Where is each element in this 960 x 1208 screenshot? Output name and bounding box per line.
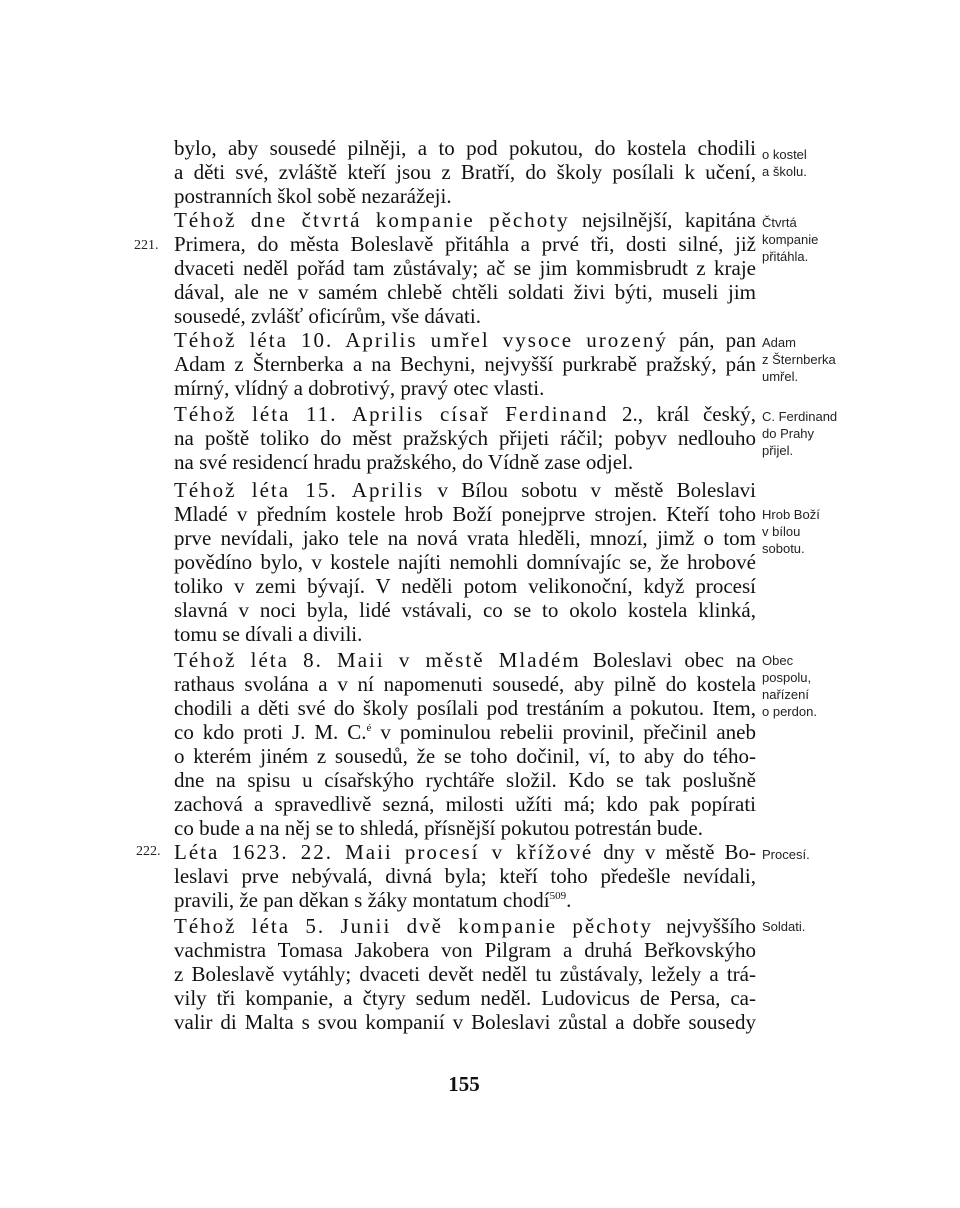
margin-note-kostel: [762, 146, 952, 180]
margin-note-line: o kostel: [762, 147, 807, 162]
entry-number-221: 221.: [134, 238, 159, 253]
text-line: Léta 1623. 22. Maii procesí v křížové dny v městě Bo-: [174, 840, 756, 864]
paragraph-ferdinand: [174, 402, 756, 474]
margin-note-line: Procesí.: [762, 847, 810, 862]
margin-note-procesi: [762, 846, 952, 863]
text-line: na své residencí hradu pražského, do Vídně zase odjel.: [174, 450, 634, 474]
paragraph-kostel: [174, 136, 756, 208]
text-line: povědíno bylo, v kostele najíti nemohli domnívajíc se, že hrobové: [174, 550, 756, 574]
paragraph-procesi: [174, 840, 756, 912]
margin-note-line: sobotu.: [762, 541, 805, 556]
page-number: 155: [448, 1072, 480, 1096]
text-line: zachová a spravedlivě sezná, milosti užíti má; kdo pak popírati: [174, 792, 756, 816]
margin-note-line: přijel.: [762, 443, 794, 458]
margin-note-line: nařízení: [762, 687, 809, 702]
paragraph-soldati: [174, 914, 756, 1034]
text-line: dával, ale ne v samém chlebě chtěli soldati živi býti, museli jim: [174, 280, 756, 304]
text-line: prve nevídali, jako tele na nová vrata hleděli, mnozí, jimž o tom: [174, 526, 756, 550]
text-line: vily tři kompanie, a čtyry sedum neděl. Ludovicus de Persa, ca-: [174, 986, 756, 1010]
text-line: toliko v zemi bývají. V neděli potom velikonoční, když procesí: [174, 574, 756, 598]
text-line: bylo, aby sousedé pilněji, a to pod pokutou, do kostela chodili: [174, 136, 756, 160]
text-line: tomu se dívali a divili.: [174, 622, 363, 646]
margin-note-kompanie: [762, 214, 952, 265]
text-line: mírný, vlídný a dobrotivý, pravý otec vlasti.: [174, 376, 545, 400]
text-line: slavná v noci byla, lidé vstávali, co se to okolo kostela klinká,: [174, 598, 756, 622]
text-line: leslavi prve nebývalá, divná byla; kteří toho předešle nevídali,: [174, 864, 756, 888]
margin-note-line: Čtvrtá: [762, 215, 797, 230]
text-line: co bude a na něj se to shledá, přísnější pokutou potrestán bude.: [174, 816, 703, 840]
text-line: dvaceti neděl pořád tam zůstávaly; ač se jim kommisbrudt z kraje: [174, 256, 756, 280]
margin-note-soldati: [762, 918, 952, 935]
text-line: o kterém jiném z sousedů, že se toho dočinil, ví, to aby do tého-: [174, 744, 756, 768]
text-line: Téhož dne čtvrtá kompanie pěchoty nejsilnější, kapitána: [174, 208, 756, 232]
paragraph-sternberk: [174, 328, 756, 400]
text-line: Téhož léta 8. Maii v městě Mladém Boleslavi obec na: [174, 648, 756, 672]
margin-note-adam: [762, 334, 952, 385]
margin-note-line: C. Ferdinand: [762, 409, 838, 424]
margin-note-line: Adam: [762, 335, 796, 350]
margin-note-line: do Prahy: [762, 426, 815, 441]
paragraph-kompanie: [174, 208, 756, 328]
margin-note-line: z Šternberka: [762, 352, 836, 367]
text-line: Téhož léta 15. Aprilis v Bílou sobotu v městě Boleslavi: [174, 478, 756, 502]
margin-note-line: o perdon.: [762, 704, 817, 719]
margin-note-line: umřel.: [762, 369, 799, 384]
text-line: co kdo proti J. M. C.$^é$ v pominulou rebelii provinil, přečinil aneb: [174, 720, 756, 744]
margin-note-line: kompanie: [762, 232, 819, 247]
text-line: vachmistra Tomasa Jakobera von Pilgram a druhá Beřkovskýho: [174, 938, 756, 962]
text-line: pravili, že pan děkan s žáky montatum chodí$^{509}$.: [174, 888, 572, 912]
text-line: na poště toliko do měst pražských přijeti ráčil; pobyv nedlouho: [174, 426, 756, 450]
margin-note-line: a školu.: [762, 164, 807, 179]
text-line: Téhož léta 5. Junii dvě kompanie pěchoty nejvyššího: [174, 914, 756, 938]
text-line: Primera, do města Boleslavě přitáhla a prvé tři, dosti silné, již: [174, 232, 756, 256]
text-line: postranních škol sobě nezarážeji.: [174, 184, 452, 208]
margin-note-obec: [762, 652, 952, 720]
text-line: a děti své, zvláště kteří jsou z Bratří, do školy posílali k učení,: [174, 160, 756, 184]
paragraph-obec: [174, 648, 756, 840]
text-line: chodili a děti své do školy posílali pod trestáním a pokutou. Item,: [174, 696, 756, 720]
text-line: rathaus svolána a v ní napomenuti sousedé, aby pilně do kostela: [174, 672, 756, 696]
margin-note-line: v bílou: [762, 524, 801, 539]
text-line: valir di Malta s svou kompanií v Boleslavi zůstal a dobře sousedy: [174, 1010, 756, 1034]
text-line: z Boleslavě vytáhly; dvaceti devět neděl tu zůstávaly, ležely a trá-: [174, 962, 756, 986]
margin-note-line: Soldati.: [762, 919, 806, 934]
margin-note-hrob: [762, 506, 952, 557]
text-line: Téhož léta 10. Aprilis umřel vysoce urozený pán, pan: [174, 328, 756, 352]
margin-note-line: přitáhla.: [762, 249, 809, 264]
text-line: Adam z Šternberka a na Bechyni, nejvyšší purkrabě pražský, pán: [174, 352, 756, 376]
margin-note-ferdinand: [762, 408, 952, 459]
text-line: Mladé v předním kostele hrob Boží ponejprve strojen. Kteří toho: [174, 502, 756, 526]
margin-note-line: pospolu,: [762, 670, 812, 685]
text-line: dne na spisu u císařskýho rychtáře složil. Kdo se tak poslušně: [174, 768, 756, 792]
margin-note-line: Hrob Boží: [762, 507, 820, 522]
text-line: sousedé, zvlášť oficírům, vše dávati.: [174, 304, 481, 328]
entry-number-222: 222.: [136, 844, 161, 859]
text-line: Téhož léta 11. Aprilis císař Ferdinand 2., král český,: [174, 402, 756, 426]
margin-note-line: Obec: [762, 653, 794, 668]
paragraph-hrob-bozi: [174, 478, 756, 646]
